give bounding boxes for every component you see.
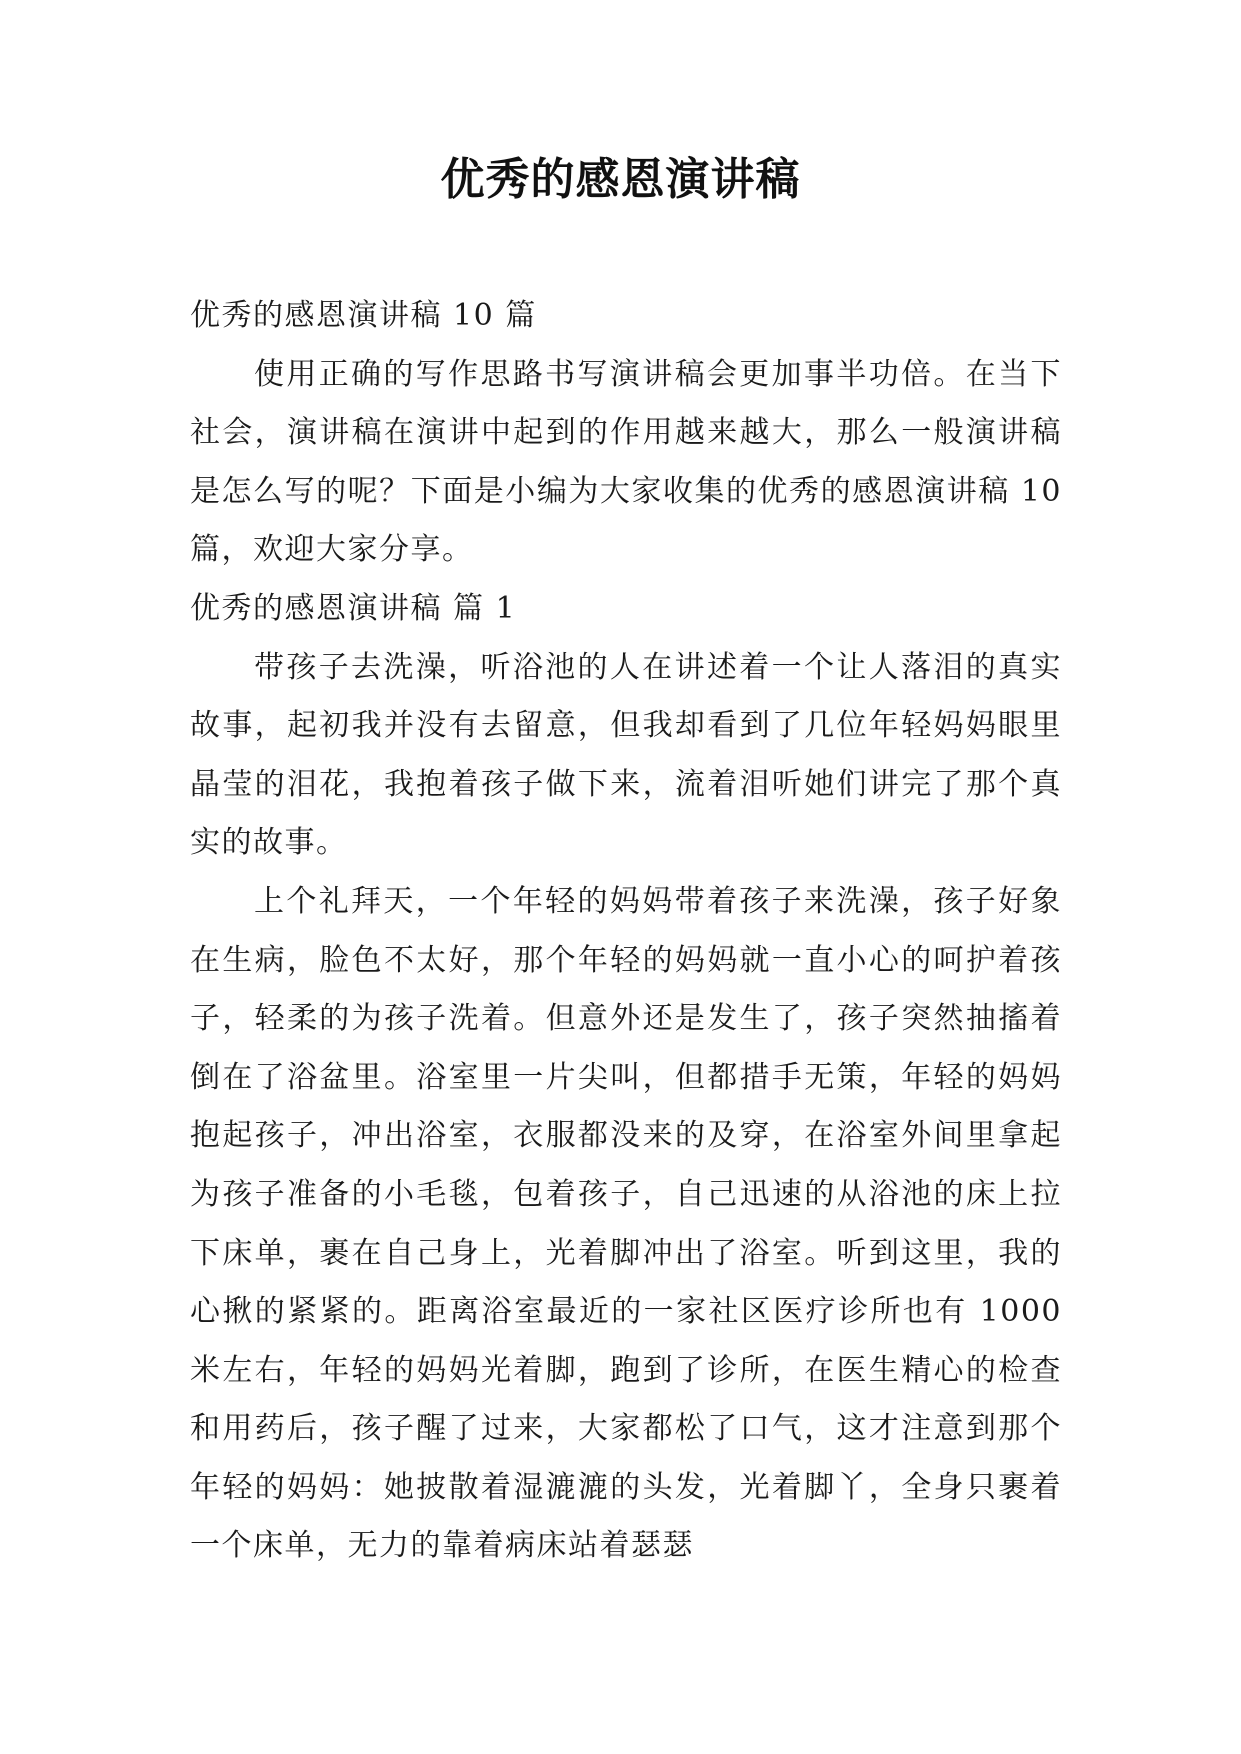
intro-paragraph: 使用正确的写作思路书写演讲稿会更加事半功倍。在当下社会，演讲稿在演讲中起到的作用越来越大，那么一般演讲稿是怎么写的呢？下面是小编为大家收集的优秀的感恩演讲稿 10 篇，欢迎大家分享。: [190, 356, 1062, 568]
body-paragraph: 上个礼拜天，一个年轻的妈妈带着孩子来洗澡，孩子好象在生病，脸色不太好，那个年轻的妈妈就一直小心的呵护着孩子，轻柔的为孩子洗着。但意外还是发生了，孩子突然抽搐着倒在了浴盆里。浴室里一片尖叫，但都措手无策，年轻的妈妈抱起孩子，冲出浴室，衣服都没来的及穿，在浴室外间里拿起为孩子准备的小毛毯，包着孩子，自己迅速的从浴池的床上拉下床单，裹在自己身上，光着脚冲出了浴室。听到这里，我的心揪的紧紧的。距离浴室最近的一家社区医疗诊所也有 1000 米左右，年轻的妈妈光着脚，跑到了诊所，在医生精心的检查和用药后，孩子醒了过来，大家都松了口气，这才注意到那个年轻的妈妈：她披散着湿漉漉的头发，光着脚丫，全身只裹着一个床单，无力的靠着病床站着瑟瑟: [190, 883, 1062, 1564]
page-title: 优秀的感恩演讲稿: [440, 154, 801, 205]
body-paragraph: 带孩子去洗澡，听浴池的人在讲述着一个让人落泪的真实故事，起初我并没有去留意，但我却看到了几位年轻妈妈眼里晶莹的泪花，我抱着孩子做下来，流着泪听她们讲完了那个真实的故事。: [190, 649, 1062, 861]
section-heading: 优秀的感恩演讲稿 篇 1: [190, 590, 517, 626]
document-body: [190, 287, 1062, 1576]
document-subtitle: 优秀的感恩演讲稿 10 篇: [190, 298, 537, 333]
